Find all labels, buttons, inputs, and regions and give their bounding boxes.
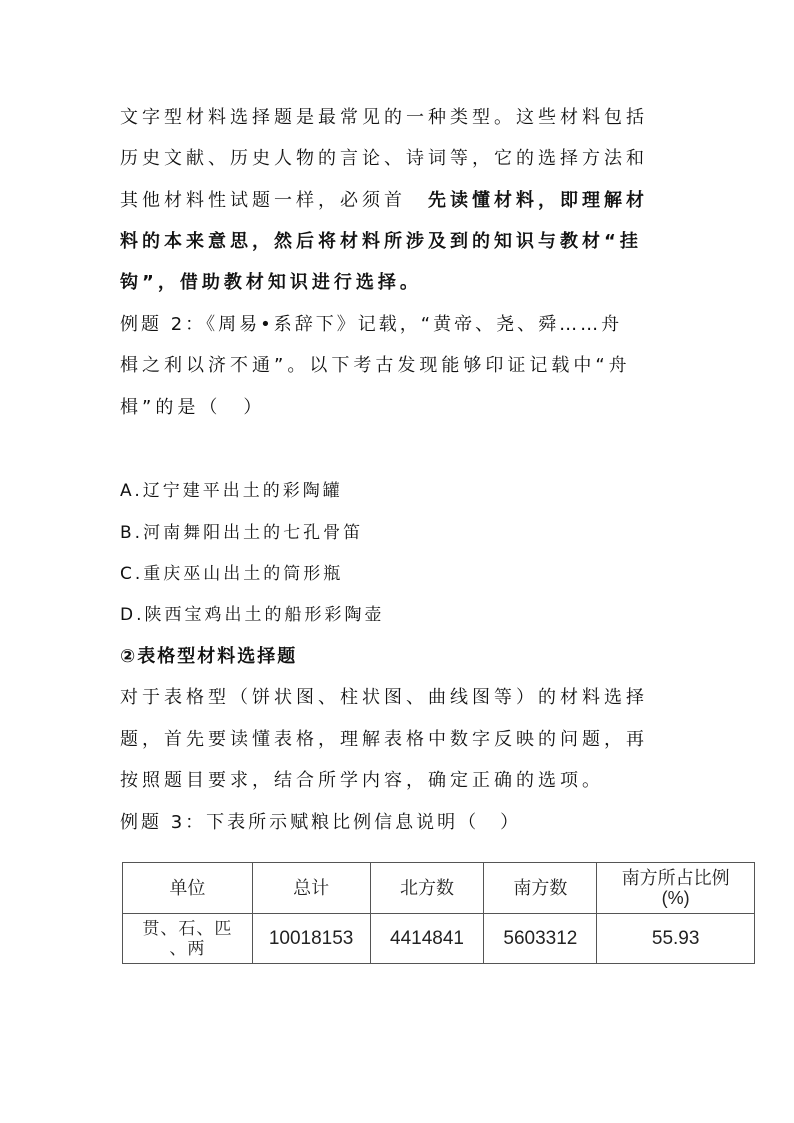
section2-line3: 按照题目要求，结合所学内容，确定正确的选项。 [120,770,604,791]
cell-north: 4414841 [370,914,484,964]
option-b: B.河南舞阳出土的七孔骨笛 [120,523,364,543]
paragraph1-line3 [120,189,648,213]
header-ratio [597,863,755,914]
header-north: 北方数 [370,863,484,914]
paragraph1-line3-bold: 先读懂材料，即理解材 [428,190,648,211]
example2-line3: 楫”的是（ ） [120,397,266,418]
header-ratio-line2: (%) [661,888,690,908]
paragraph1-line5: 钩”，借助教材知识进行选择。 [120,272,422,293]
header-unit: 单位 [123,863,253,914]
cell-unit-line2: 、两 [169,938,206,958]
table-row [123,914,755,964]
example2-line2: 楫之利以济不通”。以下考古发现能够印证记载中“舟 [120,355,631,376]
cell-unit [123,914,253,964]
section2-heading: ②表格型材料选择题 [120,646,298,667]
paragraph1-line1: 文字型材料选择题是最常见的一种类型。这些材料包括 [120,107,648,128]
section2-line2: 题，首先要读懂表格，理解表格中数字反映的问题，再 [120,729,648,750]
option-d: D.陕西宝鸡出土的船形彩陶壶 [120,605,385,625]
option-c: C.重庆巫山出土的筒形瓶 [120,564,344,584]
header-total: 总计 [252,863,370,914]
cell-south: 5603312 [484,914,597,964]
paragraph1-line4: 料的本来意思，然后将材料所涉及到的知识与教材“挂 [120,231,642,252]
cell-ratio: 55.93 [597,914,755,964]
example2-line1: 例题 2：《周易•系辞下》记载，“黄帝、尧、舜……舟 [120,314,623,335]
grain-tax-table [122,862,755,964]
paragraph1-line3-normal: 其他材料性试题一样，必须首 [120,190,428,211]
header-ratio-line1: 南方所占比例 [621,868,730,888]
option-a: A.辽宁建平出土的彩陶罐 [120,481,343,501]
cell-unit-line1: 贯、石、匹 [142,918,233,938]
cell-total: 10018153 [252,914,370,964]
header-south: 南方数 [484,863,597,914]
section2-line1: 对于表格型（饼状图、柱状图、曲线图等）的材料选择 [120,687,648,708]
paragraph1-line2: 历史文献、历史人物的言论、诗词等，它的选择方法和 [120,148,648,169]
table-header-row [123,863,755,914]
example3-line1: 例题 3：下表所示赋粮比例信息说明（ ） [120,812,522,833]
